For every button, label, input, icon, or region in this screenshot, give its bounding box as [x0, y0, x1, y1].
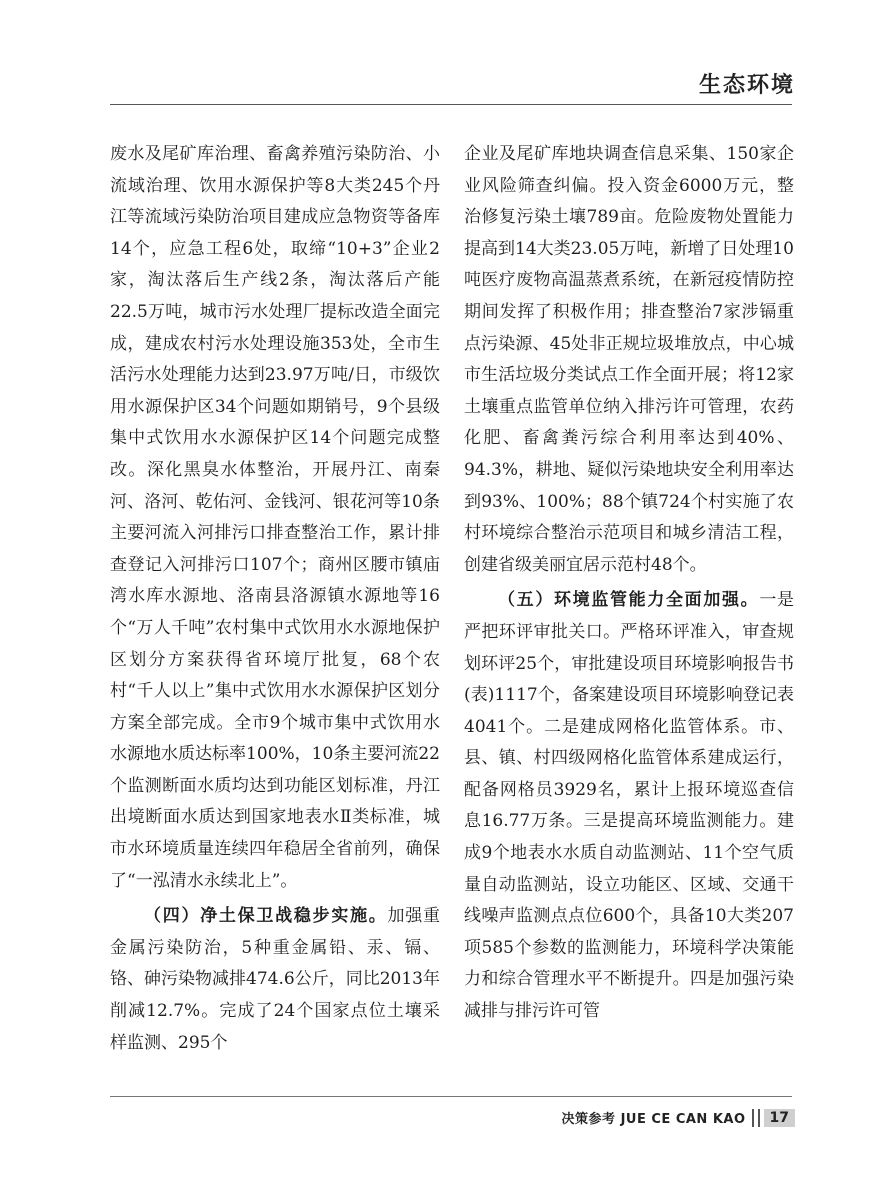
journal-name: 决策参考 JUE CE CAN KAO	[561, 1112, 746, 1127]
footer-separator	[752, 1109, 754, 1127]
footer	[562, 1108, 795, 1127]
right-paragraph-supervision	[464, 585, 794, 1027]
section-5-title: （五）环境监管能力全面加强。	[498, 590, 760, 611]
footer-rule	[110, 1096, 792, 1097]
page-number: 17	[764, 1109, 795, 1127]
left-column	[110, 139, 440, 1059]
right-paragraph-soil-cont: 企业及尾矿库地块调查信息采集、150家企业风险筛查纠偏。投入资金6000万元，整治修复污染土壤789亩。危险废物处置能力提高到14大类23.05万吨，新增了日处理10吨医疗废物高温蒸煮系统，在新冠疫情防控期间发挥了积极作用；排查整治7家涉镉重点污染源、45处非正规垃圾堆放点，中心城市生活垃圾分类试点工作全面开展；将12家土壤重点监管单位纳入排污许可管理，农药化肥、畜禽粪污综合利用率达到40%、94.3%，耕地、疑似污染地块安全利用率达到93%、100%；88个镇724个村实施了农村环境综合整治示范项目和城乡清洁工程，创建省级美丽宜居示范村48个。	[464, 144, 794, 575]
right-column	[464, 139, 794, 1028]
section-4-title: （四）净土保卫战稳步实施。	[144, 906, 388, 927]
left-paragraph-soil	[110, 901, 440, 1059]
left-paragraph-water: 废水及尾矿库治理、畜禽养殖污染防治、小流域治理、饮用水源保护等8大类245个丹江等流域污染防治项目建成应急物资等备库14个，应急工程6处，取缔“10+3”企业2家，淘汰落后生产线2条，淘汰落后产能22.5万吨，城市污水处理厂提标改造全面完成，建成农村污水处理设施353处，全市生活污水处理能力达到23.97万吨/日，市级饮用水源保护区34个问题如期销号，9个县级集中式饮用水水源保护区14个问题完成整改。深化黑臭水体整治，开展丹江、南秦河、洛河、乾佑河、金钱河、银花河等10条主要河流入河排污口排查整治工作，累计排查登记入河排污口107个；商州区腰市镇庙湾水库水源地、洛南县洛源镇水源地等16个“万人千吨”农村集中式饮用水水源地保护区划分方案获得省环境厅批复，68个农村“千人以上”集中式饮用水水源保护区划分方案全部完成。全市9个城市集中式饮用水水源地水质达标率100%，10条主要河流22个监测断面水质均达到功能区划标准，丹江出境断面水质达到国家地表水Ⅱ类标准，城市水环境质量连续四年稳居全省前列，确保了“一泓清水永续北上”。	[110, 144, 440, 891]
footer-separator-2	[758, 1109, 760, 1127]
section-5-text: 一是严把环评审批关口。严格环评准入，审查规划环评25个，审批建设项目环境影响报告书(表)1117个，备案建设项目环境影响登记表4041个。二是建成网格化监管体系。市、县、镇、村四级网格化监管体系建成运行，配备网格员3929名，累计上报环境巡查信息16.77万条。三是提高环境监测能力。建成9个地表水水质自动监测站、11个空气质量自动监测站，设立功能区、区域、交通干线噪声监测点点位600个，具备10大类207项585个参数的监测能力，环境科学决策能力和综合管理水平不断提升。四是加强污染减排与排污许可管	[464, 590, 795, 1022]
section-header-label: 生态环境	[698, 73, 795, 98]
header-rule	[110, 104, 792, 105]
section-4-text: 加强重金属污染防治，5种重金属铅、汞、镉、铬、砷污染物减排474.6公斤，同比2013年削减12.7%。完成了24个国家点位土壤采样监测、295个	[110, 906, 441, 1053]
